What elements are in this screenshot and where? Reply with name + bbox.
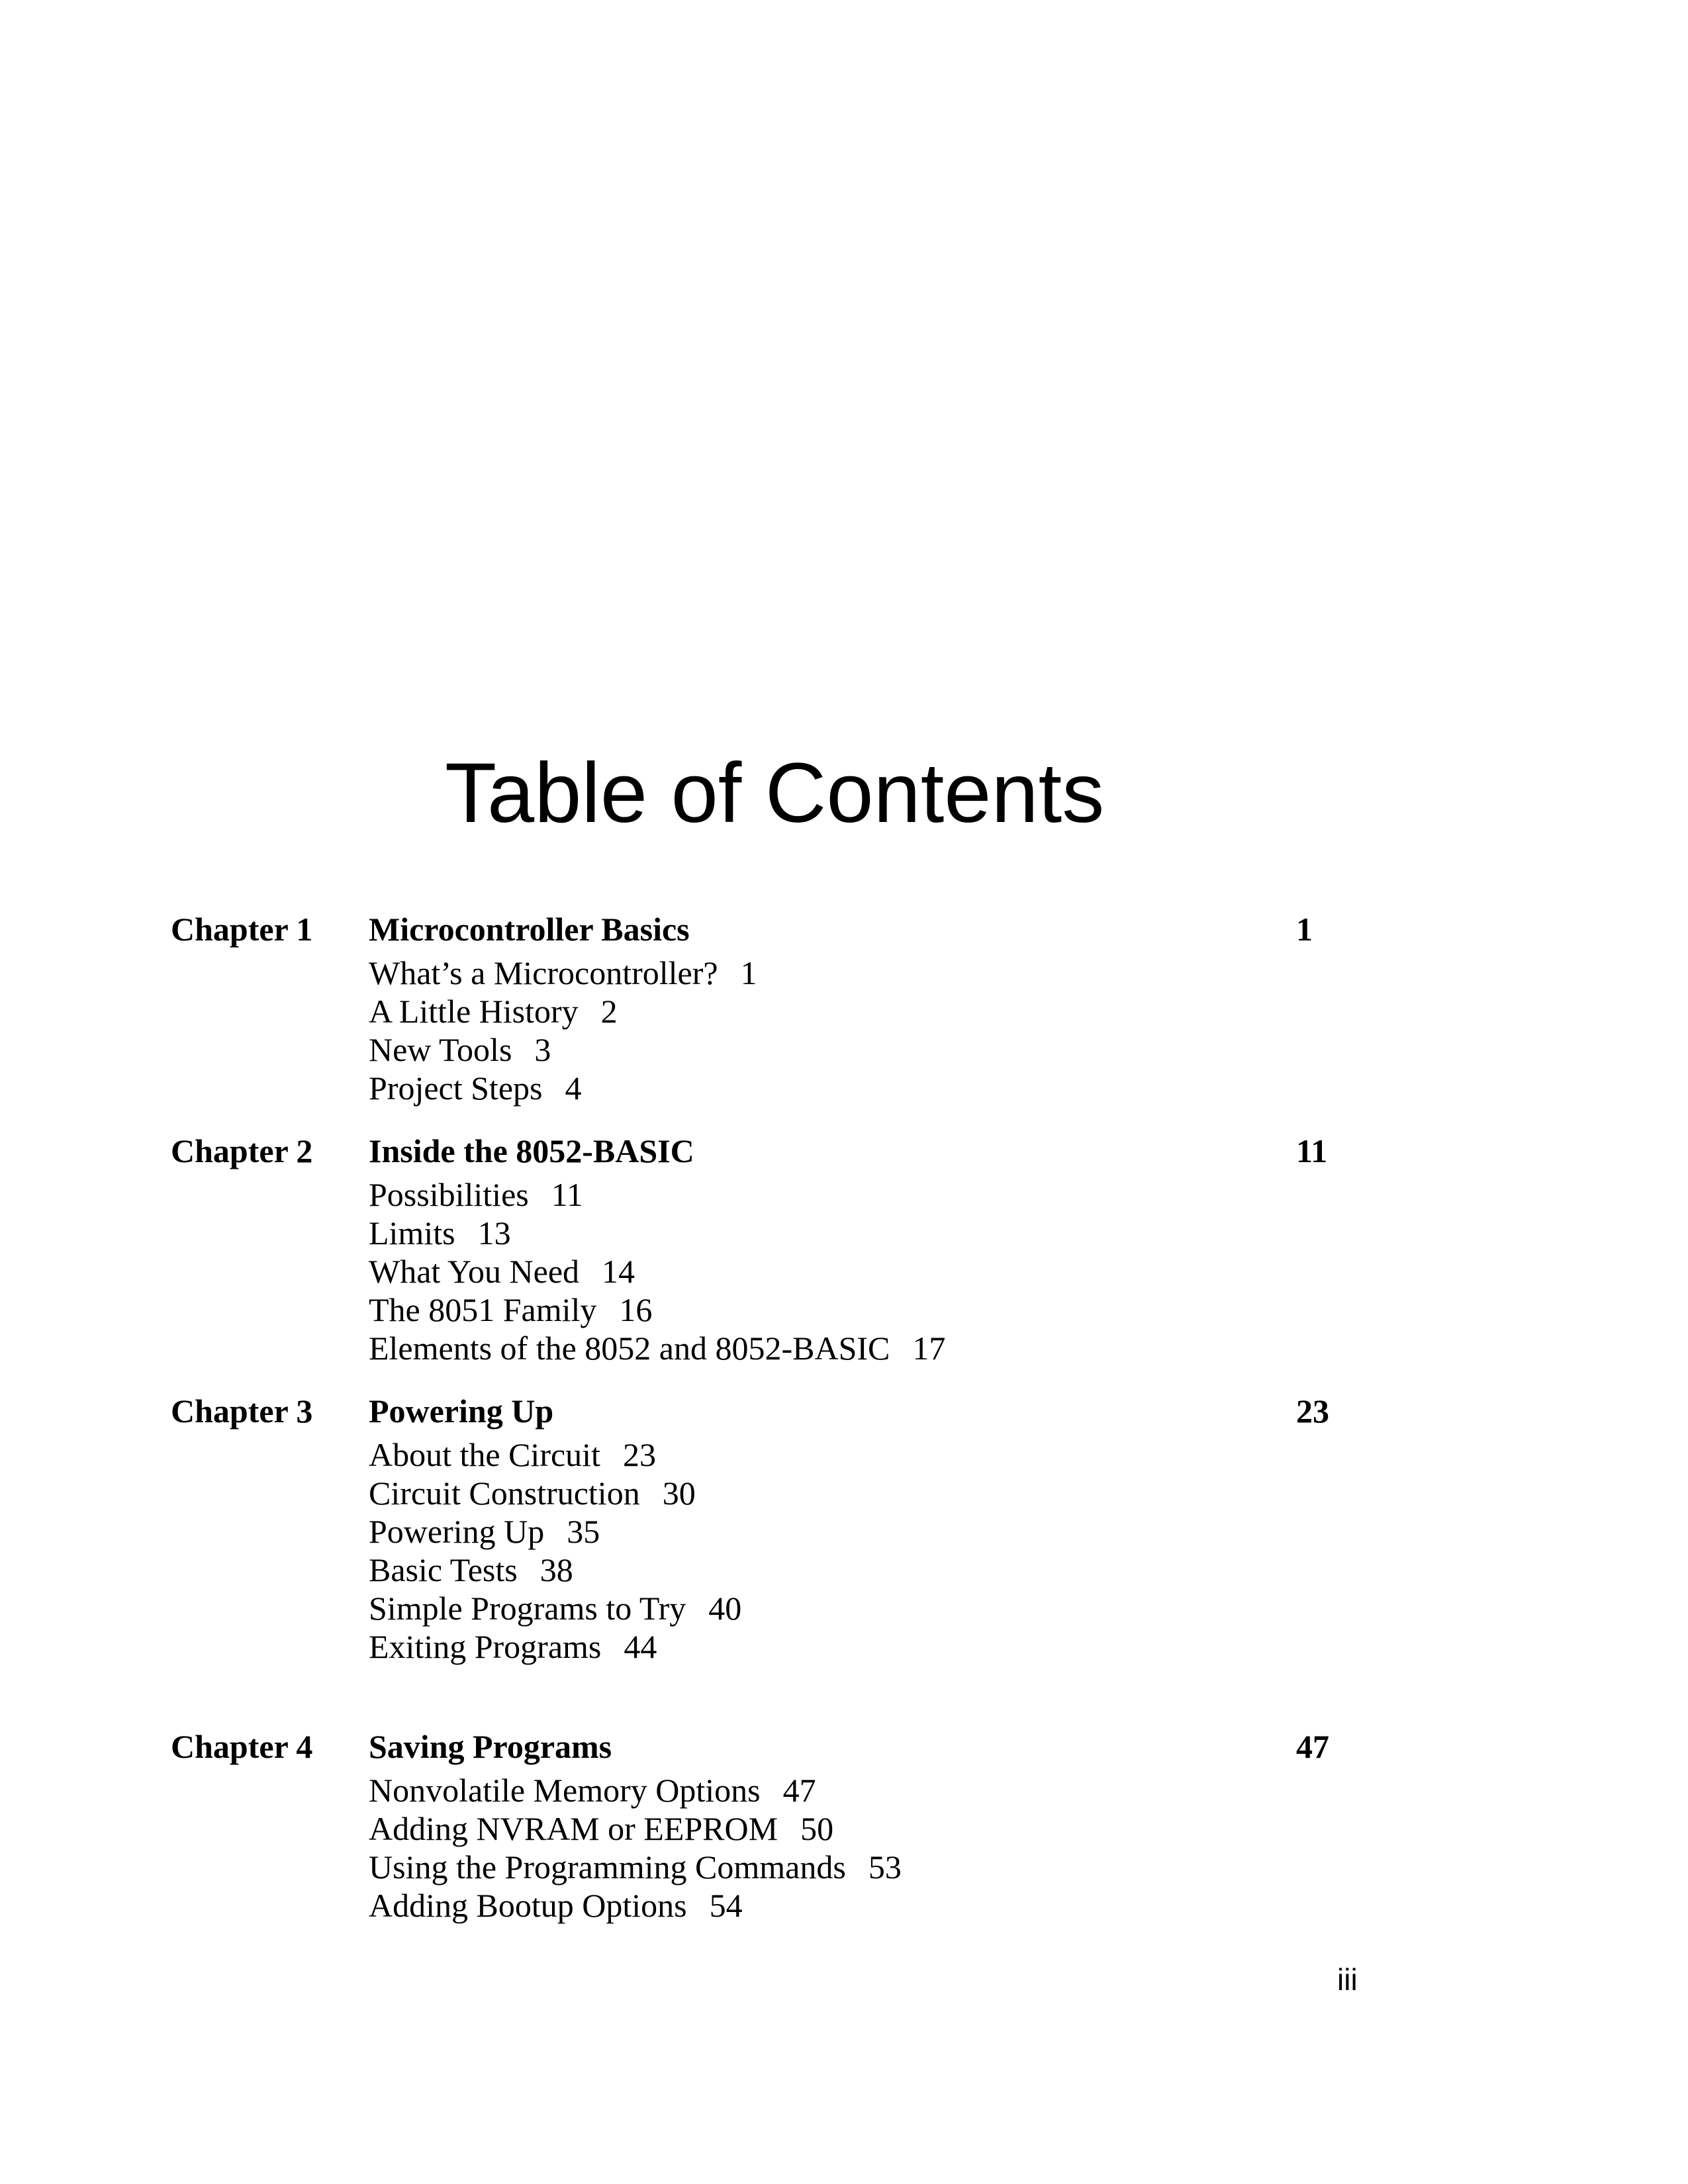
section-title: New Tools bbox=[369, 1031, 512, 1068]
page-folio: iii bbox=[1337, 1962, 1358, 1997]
section-item bbox=[369, 1551, 1362, 1589]
section-page-number: 53 bbox=[868, 1848, 902, 1886]
section-title: Powering Up bbox=[369, 1513, 545, 1550]
section-title: The 8051 Family bbox=[369, 1291, 597, 1328]
section-item bbox=[369, 1069, 1362, 1107]
chapter-heading bbox=[0, 910, 1688, 954]
section-item bbox=[369, 1474, 1362, 1512]
chapter-entry-1 bbox=[0, 910, 1688, 1107]
section-page-number: 54 bbox=[709, 1887, 743, 1924]
section-page-number: 3 bbox=[534, 1031, 551, 1068]
section-page-number: 4 bbox=[565, 1069, 582, 1107]
section-item bbox=[369, 1252, 1362, 1291]
section-page-number: 35 bbox=[567, 1513, 600, 1550]
chapter-page-number: 1 bbox=[1296, 911, 1313, 948]
chapter-heading bbox=[0, 1132, 1688, 1175]
section-title: Basic Tests bbox=[369, 1551, 518, 1588]
page-title: Table of Contents bbox=[445, 746, 1105, 841]
section-title: Adding NVRAM or EEPROM bbox=[369, 1810, 778, 1847]
section-title: Nonvolatile Memory Options bbox=[369, 1772, 761, 1809]
section-title: Using the Programming Commands bbox=[369, 1848, 846, 1886]
section-title: Simple Programs to Try bbox=[369, 1590, 686, 1627]
section-title: Possibilities bbox=[369, 1176, 529, 1213]
section-item bbox=[369, 1589, 1362, 1627]
chapter-entry-2 bbox=[0, 1132, 1688, 1367]
section-item bbox=[369, 954, 1362, 992]
section-page-number: 17 bbox=[912, 1330, 946, 1367]
section-title: Limits bbox=[369, 1214, 455, 1251]
section-title: What’s a Microcontroller? bbox=[369, 954, 718, 991]
chapter-title: Microcontroller Basics bbox=[369, 911, 690, 948]
section-page-number: 44 bbox=[624, 1628, 657, 1665]
section-page-number: 13 bbox=[477, 1214, 511, 1251]
section-title: What You Need bbox=[369, 1253, 580, 1290]
chapter-title: Powering Up bbox=[369, 1392, 554, 1430]
chapter-title: Saving Programs bbox=[369, 1728, 612, 1765]
section-item bbox=[369, 1435, 1362, 1474]
section-page-number: 47 bbox=[782, 1772, 816, 1809]
section-item bbox=[369, 1291, 1362, 1329]
section-title: About the Circuit bbox=[369, 1436, 600, 1473]
section-page-number: 2 bbox=[600, 993, 618, 1030]
section-item bbox=[369, 1627, 1362, 1666]
chapter-label: Chapter 4 bbox=[171, 1728, 313, 1765]
section-title: A Little History bbox=[369, 993, 579, 1030]
section-list bbox=[369, 1175, 1362, 1367]
section-item bbox=[369, 1030, 1362, 1069]
chapter-page-number: 11 bbox=[1296, 1132, 1328, 1169]
chapter-label: Chapter 3 bbox=[171, 1392, 313, 1430]
section-page-number: 11 bbox=[551, 1176, 583, 1213]
section-list bbox=[369, 1771, 1362, 1925]
section-page-number: 30 bbox=[662, 1475, 696, 1512]
chapter-title: Inside the 8052-BASIC bbox=[369, 1132, 694, 1169]
section-item bbox=[369, 1512, 1362, 1551]
section-title: Adding Bootup Options bbox=[369, 1887, 687, 1924]
section-list bbox=[369, 954, 1362, 1107]
chapter-label: Chapter 1 bbox=[171, 911, 313, 948]
section-page-number: 1 bbox=[740, 954, 757, 991]
section-list bbox=[369, 1435, 1362, 1666]
section-item bbox=[369, 1329, 1362, 1367]
section-page-number: 14 bbox=[602, 1253, 635, 1290]
section-title: Elements of the 8052 and 8052-BASIC bbox=[369, 1330, 890, 1367]
section-page-number: 50 bbox=[800, 1810, 834, 1847]
chapter-page-number: 23 bbox=[1296, 1392, 1329, 1430]
section-item bbox=[369, 992, 1362, 1030]
section-page-number: 16 bbox=[619, 1291, 653, 1328]
section-item bbox=[369, 1809, 1362, 1848]
section-title: Project Steps bbox=[369, 1069, 543, 1107]
section-item bbox=[369, 1214, 1362, 1252]
section-item bbox=[369, 1848, 1362, 1886]
chapter-entry-3 bbox=[0, 1392, 1688, 1666]
section-page-number: 23 bbox=[622, 1436, 656, 1473]
section-item bbox=[369, 1771, 1362, 1809]
section-title: Exiting Programs bbox=[369, 1628, 602, 1665]
section-page-number: 40 bbox=[708, 1590, 742, 1627]
chapter-label: Chapter 2 bbox=[171, 1132, 313, 1169]
chapter-heading bbox=[0, 1392, 1688, 1435]
chapter-page-number: 47 bbox=[1296, 1728, 1329, 1765]
section-item bbox=[369, 1886, 1362, 1925]
section-page-number: 38 bbox=[539, 1551, 573, 1588]
chapter-heading bbox=[0, 1727, 1688, 1771]
chapter-entry-4 bbox=[0, 1727, 1688, 1925]
section-title: Circuit Construction bbox=[369, 1475, 640, 1512]
section-item bbox=[369, 1175, 1362, 1214]
